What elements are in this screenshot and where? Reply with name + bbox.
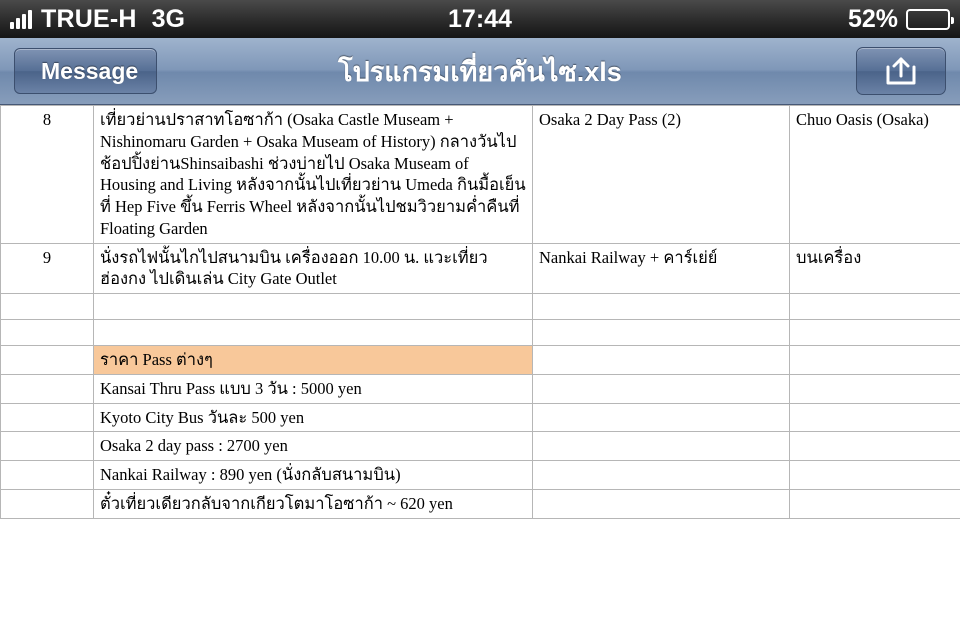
pass-item[interactable]: Kyoto City Bus วันละ 500 yen bbox=[94, 403, 533, 432]
cell-empty[interactable] bbox=[533, 403, 790, 432]
cell-empty[interactable] bbox=[1, 403, 94, 432]
table-row[interactable] bbox=[1, 294, 960, 320]
cell-empty[interactable] bbox=[790, 489, 960, 518]
cell-empty[interactable] bbox=[1, 432, 94, 461]
battery-icon bbox=[906, 9, 950, 30]
status-bar bbox=[0, 0, 960, 38]
cell-empty[interactable] bbox=[1, 346, 94, 375]
table-row[interactable] bbox=[1, 320, 960, 346]
spreadsheet-viewport[interactable] bbox=[0, 105, 960, 640]
page-title: โปรแกรมเที่ยวคันไซ.xls bbox=[338, 56, 622, 87]
cell-empty[interactable] bbox=[533, 432, 790, 461]
status-left-group bbox=[10, 5, 185, 34]
navigation-bar bbox=[0, 38, 960, 105]
pass-item[interactable]: Osaka 2 day pass : 2700 yen bbox=[94, 432, 533, 461]
cell-empty[interactable] bbox=[533, 461, 790, 490]
cell-empty[interactable] bbox=[94, 320, 533, 346]
cell-empty[interactable] bbox=[790, 461, 960, 490]
table-row[interactable] bbox=[1, 461, 960, 490]
cell-itinerary[interactable]: เที่ยวย่านปราสาทโอซาก้า (Osaka Castle Museam + Nishinomaru Garden + Osaka Museam of History) กลางวันไปช้อปปิ้งย่านShinsaibashi ช่วงบ่ายไป Osaka Museam of Housing and Living หลังจากนั้นไปเที่ยวย่าน Umeda กินมื้อเย็นที่ Hep Five ขึ้น Ferris Wheel หลังจากนั้นไปชมวิวยามค่ำคืนที่ Floating Garden bbox=[94, 106, 533, 244]
pass-item[interactable]: Kansai Thru Pass แบบ 3 วัน : 5000 yen bbox=[94, 374, 533, 403]
table-row[interactable] bbox=[1, 346, 960, 375]
cell-empty[interactable] bbox=[533, 294, 790, 320]
pass-table-header[interactable]: ราคา Pass ต่างๆ bbox=[94, 346, 533, 375]
back-button-label: Message bbox=[41, 57, 139, 84]
cell-empty[interactable] bbox=[533, 489, 790, 518]
cell-empty[interactable] bbox=[1, 320, 94, 346]
table-row[interactable] bbox=[1, 432, 960, 461]
cell-accommodation[interactable]: บนเครื่อง bbox=[790, 243, 960, 294]
cell-empty[interactable] bbox=[1, 489, 94, 518]
pass-item[interactable]: Nankai Railway : 890 yen (นั่งกลับสนามบิน) bbox=[94, 461, 533, 490]
back-button[interactable] bbox=[14, 48, 157, 94]
table-row[interactable] bbox=[1, 243, 960, 294]
battery-percent-label: 52% bbox=[847, 4, 898, 33]
signal-strength-icon bbox=[10, 9, 32, 29]
carrier-label: TRUE-H bbox=[41, 4, 137, 33]
cell-empty[interactable] bbox=[533, 320, 790, 346]
cell-empty[interactable] bbox=[533, 346, 790, 375]
pass-item[interactable]: ตั๋วเที่ยวเดียวกลับจากเกียวโตมาโอซาก้า ~ 620 yen bbox=[94, 489, 533, 518]
status-right-group bbox=[848, 5, 950, 34]
cell-empty[interactable] bbox=[790, 346, 960, 375]
cell-accommodation[interactable]: Chuo Oasis (Osaka) bbox=[790, 106, 960, 244]
table-row[interactable] bbox=[1, 374, 960, 403]
spreadsheet-empty-area[interactable] bbox=[0, 519, 960, 640]
cell-empty[interactable] bbox=[1, 294, 94, 320]
table-row[interactable] bbox=[1, 403, 960, 432]
cell-empty[interactable] bbox=[790, 320, 960, 346]
table-row[interactable] bbox=[1, 106, 960, 244]
cell-empty[interactable] bbox=[94, 294, 533, 320]
cell-empty[interactable] bbox=[533, 374, 790, 403]
cell-empty[interactable] bbox=[790, 432, 960, 461]
cell-transport[interactable]: Osaka 2 Day Pass (2) bbox=[533, 106, 790, 244]
share-button[interactable] bbox=[856, 47, 946, 95]
cell-row-number[interactable]: 8 bbox=[1, 106, 94, 244]
cell-transport[interactable]: Nankai Railway + คาร์เย่ย์ bbox=[533, 243, 790, 294]
cell-empty[interactable] bbox=[790, 403, 960, 432]
cell-empty[interactable] bbox=[1, 461, 94, 490]
network-type-label: 3G bbox=[151, 4, 185, 33]
cell-itinerary[interactable]: นั่งรถไฟนั้นไกไปสนามบิน เครื่องออก 10.00 น. แวะเที่ยวฮ่องกง ไปเดินเล่น City Gate Outlet bbox=[94, 243, 533, 294]
cell-empty[interactable] bbox=[1, 374, 94, 403]
cell-row-number[interactable]: 9 bbox=[1, 243, 94, 294]
clock-label: 17:44 bbox=[448, 4, 512, 33]
cell-empty[interactable] bbox=[790, 374, 960, 403]
cell-empty[interactable] bbox=[790, 294, 960, 320]
table-row[interactable] bbox=[1, 489, 960, 518]
spreadsheet-table[interactable] bbox=[0, 105, 960, 519]
share-icon bbox=[884, 56, 918, 86]
